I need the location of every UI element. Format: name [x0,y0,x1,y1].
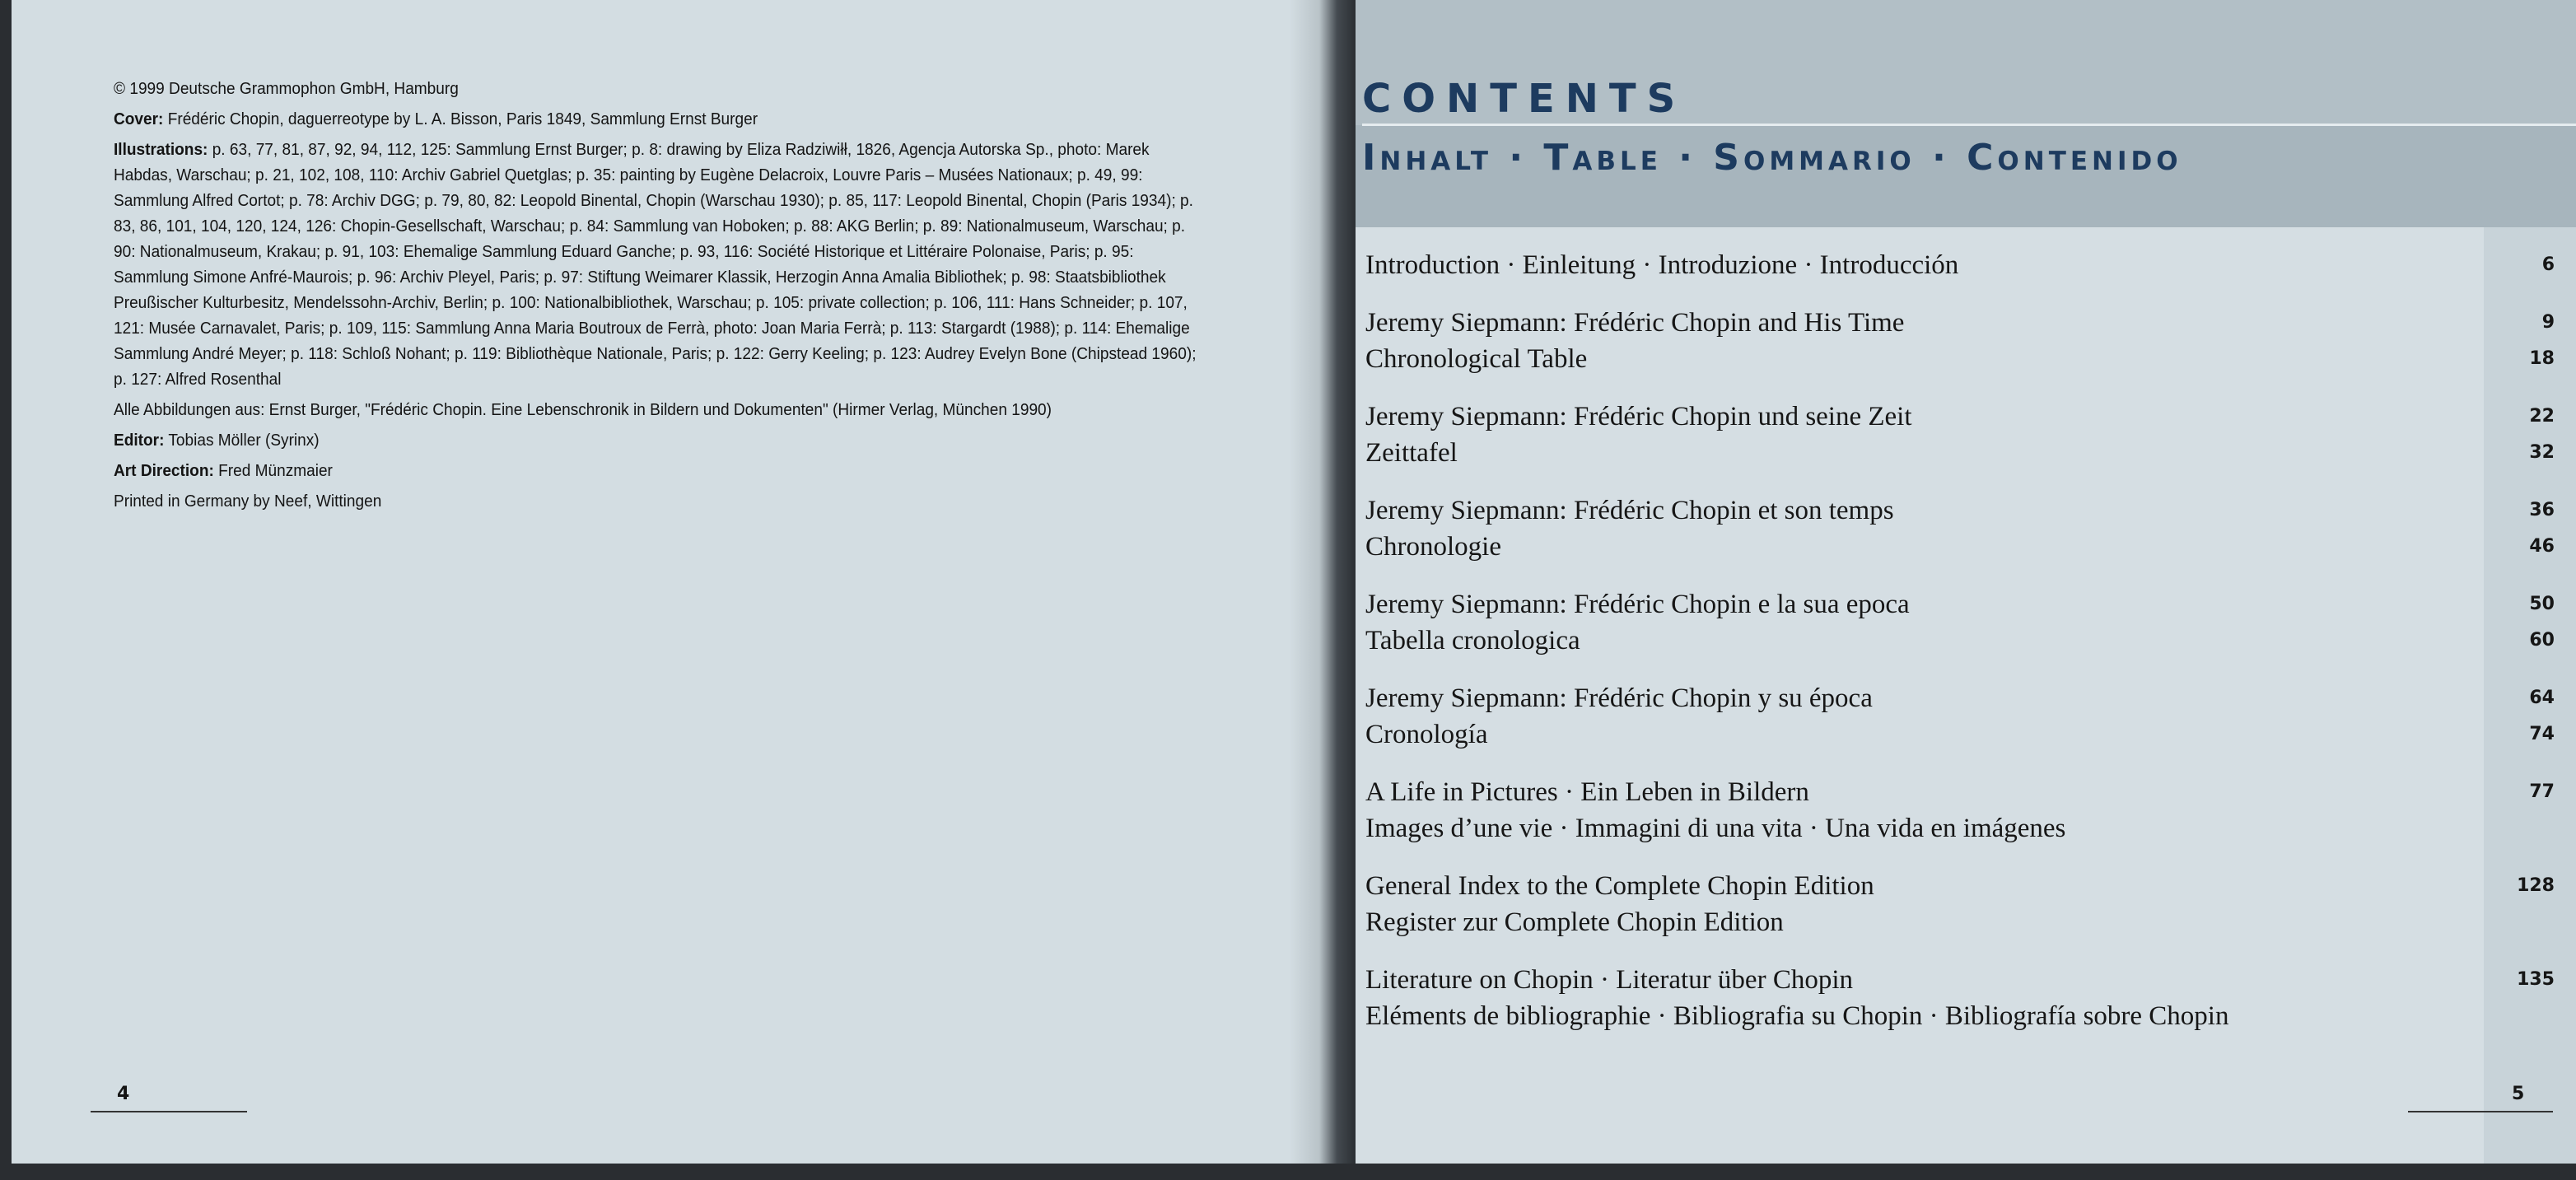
toc-line [1365,623,2555,659]
toc-line [1365,341,2555,377]
toc-entry [1365,247,2555,283]
art-direction-text: Fred Münzmaier [218,461,333,480]
illustrations-credit [114,137,1202,392]
toc-title: Tabella cronologica [1365,626,1580,655]
toc-page-number: 9 [2541,312,2555,333]
editor-text: Tobias Möller (Syrinx) [168,431,320,450]
toc-page-number: 135 [2517,969,2555,990]
toc-line [1365,399,2555,435]
left-folio-rule [91,1111,247,1112]
toc-line [1365,247,2555,283]
toc-title: Jeremy Siepmann: Frédéric Chopin and His Time [1365,308,1905,338]
editor-label: Editor: [114,431,165,450]
toc-title: Jeremy Siepmann: Frédéric Chopin et son temps [1365,496,1894,525]
toc-entry [1365,399,2555,471]
table-of-contents [1365,247,2555,1056]
toc-entry [1365,774,2555,847]
toc-title: Eléments de bibliographie · Bibliografia su Chopin · Bibliografía sobre Chopin [1365,1001,2229,1031]
toc-title: Chronological Table [1365,344,1588,374]
toc-title: Jeremy Siepmann: Frédéric Chopin y su época [1365,683,1873,713]
toc-line [1365,492,2555,529]
toc-title: Chronologie [1365,532,1501,562]
toc-line [1365,962,2555,998]
toc-line [1365,529,2555,565]
toc-line [1365,305,2555,341]
toc-title: Jeremy Siepmann: Frédéric Chopin und seine Zeit [1365,402,1912,431]
toc-page-number: 18 [2529,348,2555,369]
toc-page-number: 77 [2529,781,2555,802]
toc-entry [1365,868,2555,940]
left-page-number: 4 [117,1084,130,1104]
toc-line [1365,586,2555,623]
toc-page-number: 50 [2529,594,2555,614]
toc-page-number: 128 [2517,875,2555,896]
right-folio-rule [2408,1111,2553,1112]
toc-page-number: 64 [2529,688,2555,708]
toc-title: A Life in Pictures · Ein Leben in Bildern [1365,777,1809,807]
cover-label: Cover: [114,110,164,128]
contents-title: CONTENTS [1362,76,1687,122]
copyright-line: © 1999 Deutsche Grammophon GmbH, Hamburg [114,79,459,98]
printed-line: Printed in Germany by Neef, Wittingen [114,492,382,511]
toc-line [1365,868,2555,904]
toc-page-number: 6 [2541,254,2555,275]
book-gutter [1290,0,1356,1164]
art-direction-label: Art Direction: [114,461,214,480]
toc-page-number: 60 [2529,630,2555,651]
toc-title: Literature on Chopin · Literatur über Chopin [1365,965,1854,995]
toc-page-number: 36 [2529,500,2555,520]
art-direction-credit [114,458,1202,483]
right-page [1356,0,2576,1164]
toc-line [1365,716,2555,753]
editor-credit [114,427,1202,453]
illustrations-text: p. 63, 77, 81, 87, 92, 94, 112, 125: Sammlung Ernst Burger; p. 8: drawing by Eliza Radziwiłł, 1826, Agencja Autorska Sp., photo: Marek Habdas, Warschau; p. 21, 102, 108, 110: Archiv Gabriel Quetglas; p. 35: painting by Eugène Delacroix, Louvre Paris – Musées Nationaux; p. 49, 99: Sammlung Alfred Cortot; p. 78: Archiv DGG; p. 79, 80, 82: Leopold Binental, Chopin (Warschau 1930); p. 85, 117: Leopold Binental, Chopin (Paris 1934); p. 83, 86, 101, 104, 120, 124, 126: Chopin-Gesellschaft, Warschau; p. 84: Sammlung van Hoboken; p. 88: AKG Berlin; p. 89: Nationalmuseum, Warschau; p. 90: Nationalmuseum, Krakau; p. 91, 103: Ehemalige Sammlung Eduard Ganche; p. 93, 116: Société Historique et Littéraire Polonaise, Paris; p. 95: Sammlung Simone Anfré-Maurois; p. 96: Archiv Pleyel, Paris; p. 97: Stiftung Weimarer Klassik, Herzogin Anna Amalia Bibliothek; p. 98: Staatsbibliothek Preußischer Kulturbesitz, Mendelssohn-Archiv, Berlin; p. 100: Nationalbibliothek, Warschau; p. 105: private collection; p. 106, 111: Hans Schneider; p. 107, 121: Musée Carnavalet, Paris; p. 109, 115: Sammlung Anna Maria Boutroux de Ferrà, photo: Joan Maria Ferrà; p. 113: Stargardt (1988); p. 114: Ehemalige Sammlung André Meyer; p. 118: Schloß Nohant; p. 119: Bibliothèque Nationale, Paris; p. 122: Gerry Keeling; p. 123: Audrey Evelyn Bone (Chipstead 1960); p. 127: Alfred Rosenthal [114,140,1197,389]
toc-line [1365,904,2555,940]
toc-entry [1365,586,2555,659]
toc-title: Register zur Complete Chopin Edition [1365,907,1784,937]
toc-line [1365,435,2555,471]
toc-line [1365,680,2555,716]
cover-text: Frédéric Chopin, daguerreotype by L. A. Bisson, Paris 1849, Sammlung Ernst Burger [167,110,758,128]
toc-page-number: 22 [2529,406,2555,427]
cover-credit [114,106,1202,132]
toc-line [1365,998,2555,1034]
right-page-number: 5 [2512,1084,2525,1104]
credits-block [114,76,1202,519]
all-images-line: Alle Abbildungen aus: Ernst Burger, "Frédéric Chopin. Eine Lebenschronik in Bildern und Dokumenten" (Hirmer Verlag, München 1990) [114,400,1052,419]
toc-line [1365,810,2555,847]
illustrations-label: Illustrations: [114,140,208,159]
toc-entry [1365,680,2555,753]
toc-page-number: 46 [2529,536,2555,557]
toc-entry [1365,492,2555,565]
languages-title: Inhalt · Table · Sommario · Contenido [1362,137,2182,179]
toc-line [1365,774,2555,810]
toc-title: Cronología [1365,720,1488,749]
left-page [12,0,1290,1164]
toc-title: Introduction · Einleitung · Introduzione · Introducción [1365,250,1959,280]
header-rule [1362,124,2576,126]
toc-entry [1365,305,2555,377]
toc-title: Jeremy Siepmann: Frédéric Chopin e la sua epoca [1365,590,1910,619]
toc-title: General Index to the Complete Chopin Edition [1365,871,1874,901]
toc-page-number: 74 [2529,724,2555,744]
toc-title: Images d’une vie · Immagini di una vita · Una vida en imágenes [1365,814,2066,843]
toc-entry [1365,962,2555,1034]
toc-page-number: 32 [2529,442,2555,463]
toc-title: Zeittafel [1365,438,1458,468]
